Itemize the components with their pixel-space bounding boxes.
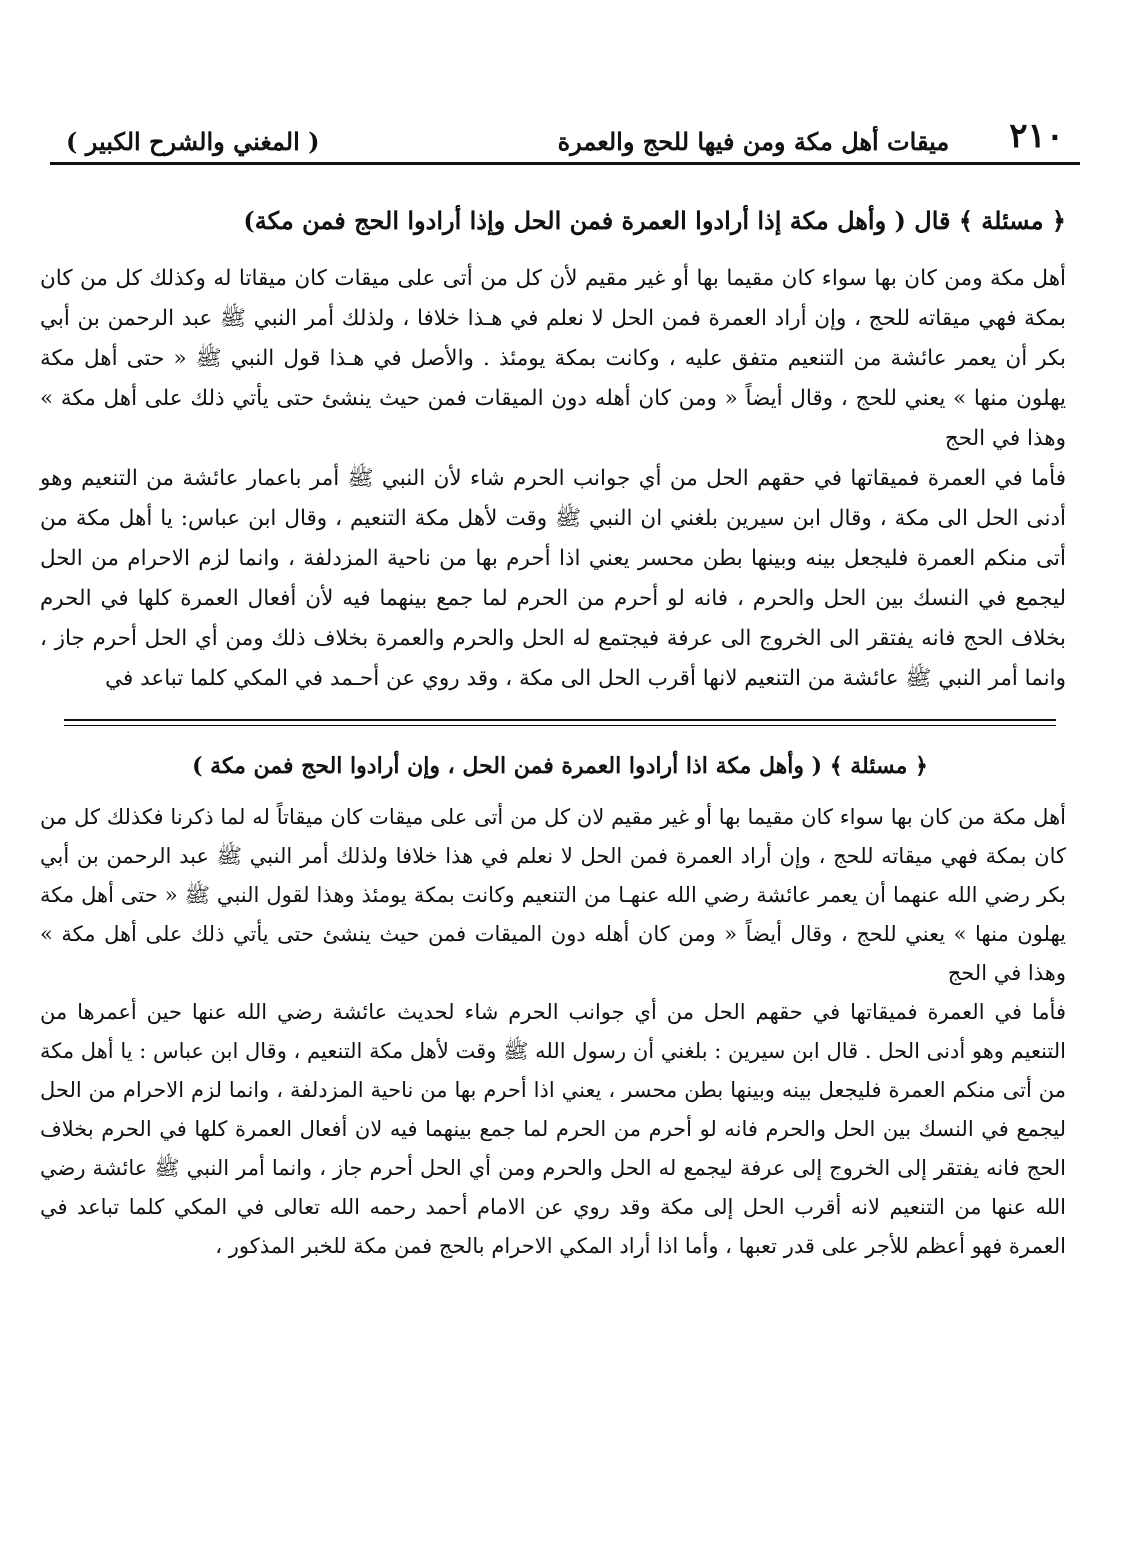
section2-paragraph-1: أهل مكة من كان بها سواء كان مقيما بها أو غير مقيم لان كل من أتى على ميقات كان ميقاتاً له لما ذكرنا فكذلك كل من كان بمكة فهي ميقاته للحج ، وإن أراد العمرة فمن الحل لا نعلم في هذا خلافا ولذلك أمر النبي ﷺ عبد الرحمن بن أبي بكر رضي الله عنهما أن يعمر عائشة رضي الله عنهـا من التنعيم وكانت بمكة يومئذ وهذا لقول النبي ﷺ « حتى أهل مكة يهلون منها » يعني للحج ، وقال أيضاً « ومن كان أهله دون الميقات فمن حيث ينشئ حتى يأتي ذلك على أهل مكة » وهذا في الحج [40, 805, 1066, 985]
section2-heading: ﴿ مسئلة ﴾ ( وأهل مكة اذا أرادوا العمرة فمن الحل ، وإن أرادوا الحج فمن مكة ) [192, 753, 928, 779]
page-number: ٢١٠ [1009, 116, 1064, 156]
page [40, 100, 1080, 1266]
section1-paragraph-2: فأما في العمرة فميقاتها في حقهم الحل من أي جوانب الحرم شاء لأن النبي ﷺ أمر باعمار عائشة من التنعيم وهو أدنى الحل الى مكة ، وقال ابن سيرين بلغني ان النبي ﷺ وقت لأهل مكة التنعيم ، وقال ابن عباس: يا أهل مكة من أتى منكم العمرة فليجعل بينه وبينها بطن محسر يعني اذا أحرم بها من ناحية المزدلفة ، وانما لزم الاحرام من الحل ليجمع في النسك بين الحل والحرم ، فانه لو أحرم من الحرم لما جمع بينهما فيه لأن أفعال العمرة كلها في الحرم بخلاف الحج فانه يفتقر الى الخروج الى عرفة فيجتمع له الحل والحرم والعمرة بخلاف ذلك ومن أي الحل أحرم جاز ، وانما أمر النبي ﷺ عائشة من التنعيم لانها أقرب الحل الى مكة ، وقد روي عن أحـمد في المكي كلما تباعد في [40, 466, 1066, 691]
book-title: ( المغني والشرح الكبير ) [66, 127, 320, 156]
section1-paragraph-1: أهل مكة ومن كان بها سواء كان مقيما بها أو غير مقيم لأن كل من أتى على ميقات كان ميقاتا له وكذلك كل من كان بمكة فهي ميقاته للحج ، وإن أراد العمرة فمن الحل لا نعلم في هـذا خلافا ، ولذلك أمر النبي ﷺ عبد الرحمن بن أبي بكر أن يعمر عائشة من التنعيم متفق عليه ، وكانت بمكة يومئذ . والأصل في هـذا قول النبي ﷺ « حتى أهل مكة يهلون منها » يعني للحج ، وقال أيضاً « ومن كان أهله دون الميقات فمن حيث ينشئ حتى يأتي ذلك على أهل مكة » وهذا في الحج [40, 266, 1066, 451]
section2-paragraph-2: فأما في العمرة فميقاتها في حقهم الحل من أي جوانب الحرم شاء لحديث عائشة رضي الله عنها حين أعمرها من التنعيم وهو أدنى الحل . قال ابن سيرين : بلغني أن رسول الله ﷺ وقت لأهل مكة التنعيم ، وقال ابن عباس : يا أهل مكة من أتى منكم العمرة فليجعل بينه وبينها بطن محسر ، يعني اذا أحرم بها من ناحية المزدلفة ، وانما لزم الاحرام من الحل ليجمع في النسك بين الحل والحرم فانه لو أحرم من الحرم لما جمع بينهما فيه لان أفعال العمرة كلها في الحرم بخلاف الحج فانه يفتقر إلى الخروج إلى عرفة ليجمع له الحل والحرم ومن أي الحل أحرم جاز ، وانما أمر النبي ﷺ عائشة رضي الله عنها من التنعيم لانه أقرب الحل إلى مكة وقد روي عن الامام أحمد رحمه الله تعالى في المكي كلما تباعد في العمرة فهو أعظم للأجر على قدر تعبها ، وأما اذا أراد المكي الاحرام بالحج فمن مكة للخبر المذكور ، [40, 1000, 1066, 1258]
chapter-title: ميقات أهل مكة ومن فيها للحج والعمرة [557, 127, 950, 156]
section1-heading: ﴿ مسئلة ﴾ قال ( وأهل مكة إذا أرادوا العمرة فمن الحل وإذا أرادوا الحج فمن مكة) [243, 206, 1066, 235]
section-divider [64, 719, 1056, 726]
page-header [50, 100, 1080, 165]
